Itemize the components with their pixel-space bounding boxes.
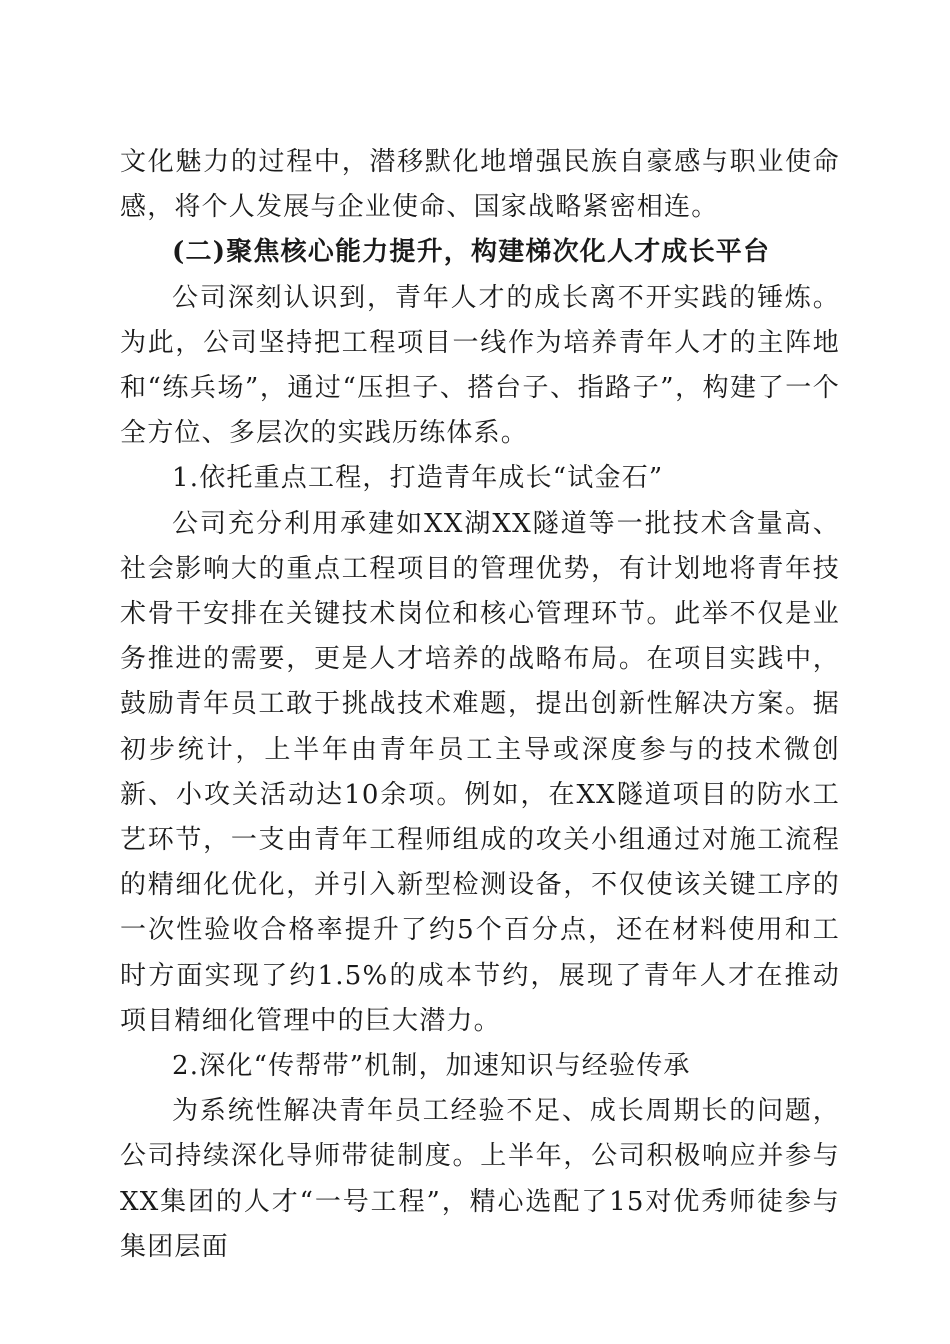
paragraph-key-projects: 公司充分利用承建如XX湖XX隧道等一批技术含量高、社会影响大的重点工程项目的管理优势，有计划地将青年技术骨干安排在关键技术岗位和核心管理环节。此举不仅是业务推进的需要，更是人才培养的战略布局。在项目实践中，鼓励青年员工敢于挑战技术难题，提出创新性解决方案。据初步统计，上半年由青年员工主导或深度参与的技术微创新、小攻关活动达10余项。例如，在XX隧道项目的防水工艺环节，一支由青年工程师组成的攻关小组通过对施工流程的精细化优化，并引入新型检测设备，不仅使该关键工序的一次性验收合格率提升了约5个百分点，还在材料使用和工时方面实现了约1.5%的成本节约，展现了青年人才在推动项目精细化管理中的巨大潜力。	[120, 508, 840, 1036]
subheading-mentorship: 2.深化“传帮带”机制，加速知识与经验传承	[172, 1051, 691, 1082]
paragraph-continued: 文化魅力的过程中，潜移默化地增强民族自豪感与职业使命感，将个人发展与企业使命、国家战略紧密相连。	[120, 147, 840, 223]
section-heading: (二)聚焦核心能力提升，构建梯次化人才成长平台	[172, 237, 771, 268]
paragraph-section-intro: 公司深刻认识到，青年人才的成长离不开实践的锤炼。为此，公司坚持把工程项目一线作为培养青年人才的主阵地和“练兵场”，通过“压担子、搭台子、指路子”，构建了一个全方位、多层次的实践历练体系。	[120, 282, 840, 449]
subheading-key-projects: 1.依托重点工程，打造青年成长“试金石”	[172, 463, 664, 494]
paragraph-mentorship: 为系统性解决青年员工经验不足、成长周期长的问题，公司持续深化导师带徒制度。上半年，公司积极响应并参与XX集团的人才“一号工程”，精心选配了15对优秀师徒参与集团层面	[120, 1096, 840, 1262]
document-body	[120, 140, 840, 1270]
